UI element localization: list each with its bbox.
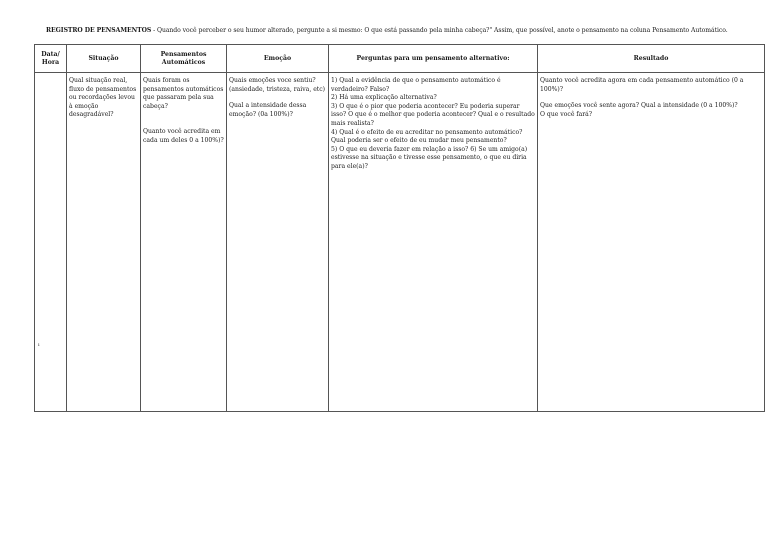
header-data-hora xyxy=(35,45,67,73)
table-body-row xyxy=(35,73,765,412)
header-resultado: Resultado xyxy=(538,45,765,73)
pergunta-5: 5) O que eu deveria fazer em relação a isso? 6) Se um amigo(a) estivesse na situação e tivesse esse pensamento, o que eu diria para ele(a)? xyxy=(331,145,528,170)
header-pensamentos-line2: Automáticos xyxy=(161,58,206,66)
pensamentos-prompt-1: Quais foram os pensamentos automáticos que passaram pela sua cabeça? xyxy=(143,77,224,110)
stray-mark: ı xyxy=(38,342,40,348)
cell-perguntas[interactable] xyxy=(329,73,538,412)
pensamentos-prompt-2: Quanto você acredita em cada um deles 0 a 100%)? xyxy=(143,128,224,144)
header-data-line1: Data/ xyxy=(41,50,60,58)
resultado-prompt-3: O que você fará? xyxy=(540,110,593,118)
heading-instruction: - Quando você perceber o seu humor alterado, pergunte a si mesmo: O que está passando pela minha cabeça?" Assim, que possível, anote o pensamento na coluna Pensamento Automático. xyxy=(151,27,728,34)
resultado-prompt-1: Quanto você acredita agora em cada pensamento automático (0 a 100%)? xyxy=(540,77,744,93)
emocao-prompt-2: Qual a intensidade dessa emoção? (0a 100%)? xyxy=(229,102,307,118)
header-emocao: Emoção xyxy=(227,45,329,73)
resultado-prompt-2: Que emoções você sente agora? Qual a intensidade (0 a 100%)? xyxy=(540,102,738,110)
pergunta-3: 3) O que é o pior que poderia acontecer? Eu poderia superar isso? O que é o melhor que poderia acontecer? Qual e o resultado mais realista? xyxy=(331,102,535,127)
emocao-prompt-1: Quais emoções voce sentiu? (ansiedade, tristeza, raiva, etc) xyxy=(229,77,326,93)
situacao-prompt: Qual situação real, fluxo de pensamentos ou recordações levou à emoção desagradável? xyxy=(69,77,137,119)
header-pensamentos xyxy=(141,45,227,73)
cell-resultado[interactable] xyxy=(538,73,765,412)
thought-record-table xyxy=(34,44,765,412)
header-perguntas: Perguntas para um pensamento alternativo: xyxy=(329,45,538,73)
cell-data-hora[interactable] xyxy=(35,73,67,412)
cell-emocao[interactable] xyxy=(227,73,329,412)
cell-pensamentos[interactable] xyxy=(141,73,227,412)
pergunta-1: 1) Qual a evidência de que o pensamento automático é verdadeiro? Falso? xyxy=(331,77,501,93)
pergunta-2: 2) Há uma explicação alternativa? xyxy=(331,94,437,102)
cell-situacao[interactable] xyxy=(67,73,141,412)
header-situacao: Situação xyxy=(67,45,141,73)
page-heading xyxy=(46,27,746,34)
header-data-line2: Hora xyxy=(41,58,60,66)
heading-title: REGISTRO DE PENSAMENTOS xyxy=(46,27,152,34)
pergunta-4: 4) Qual é o efeito de eu acreditar no pensamento automático? Qual poderia ser o efeito de eu mudar meu pensamento? xyxy=(331,128,523,145)
header-pensamentos-line1: Pensamentos xyxy=(160,50,207,58)
table-header-row xyxy=(35,45,765,73)
